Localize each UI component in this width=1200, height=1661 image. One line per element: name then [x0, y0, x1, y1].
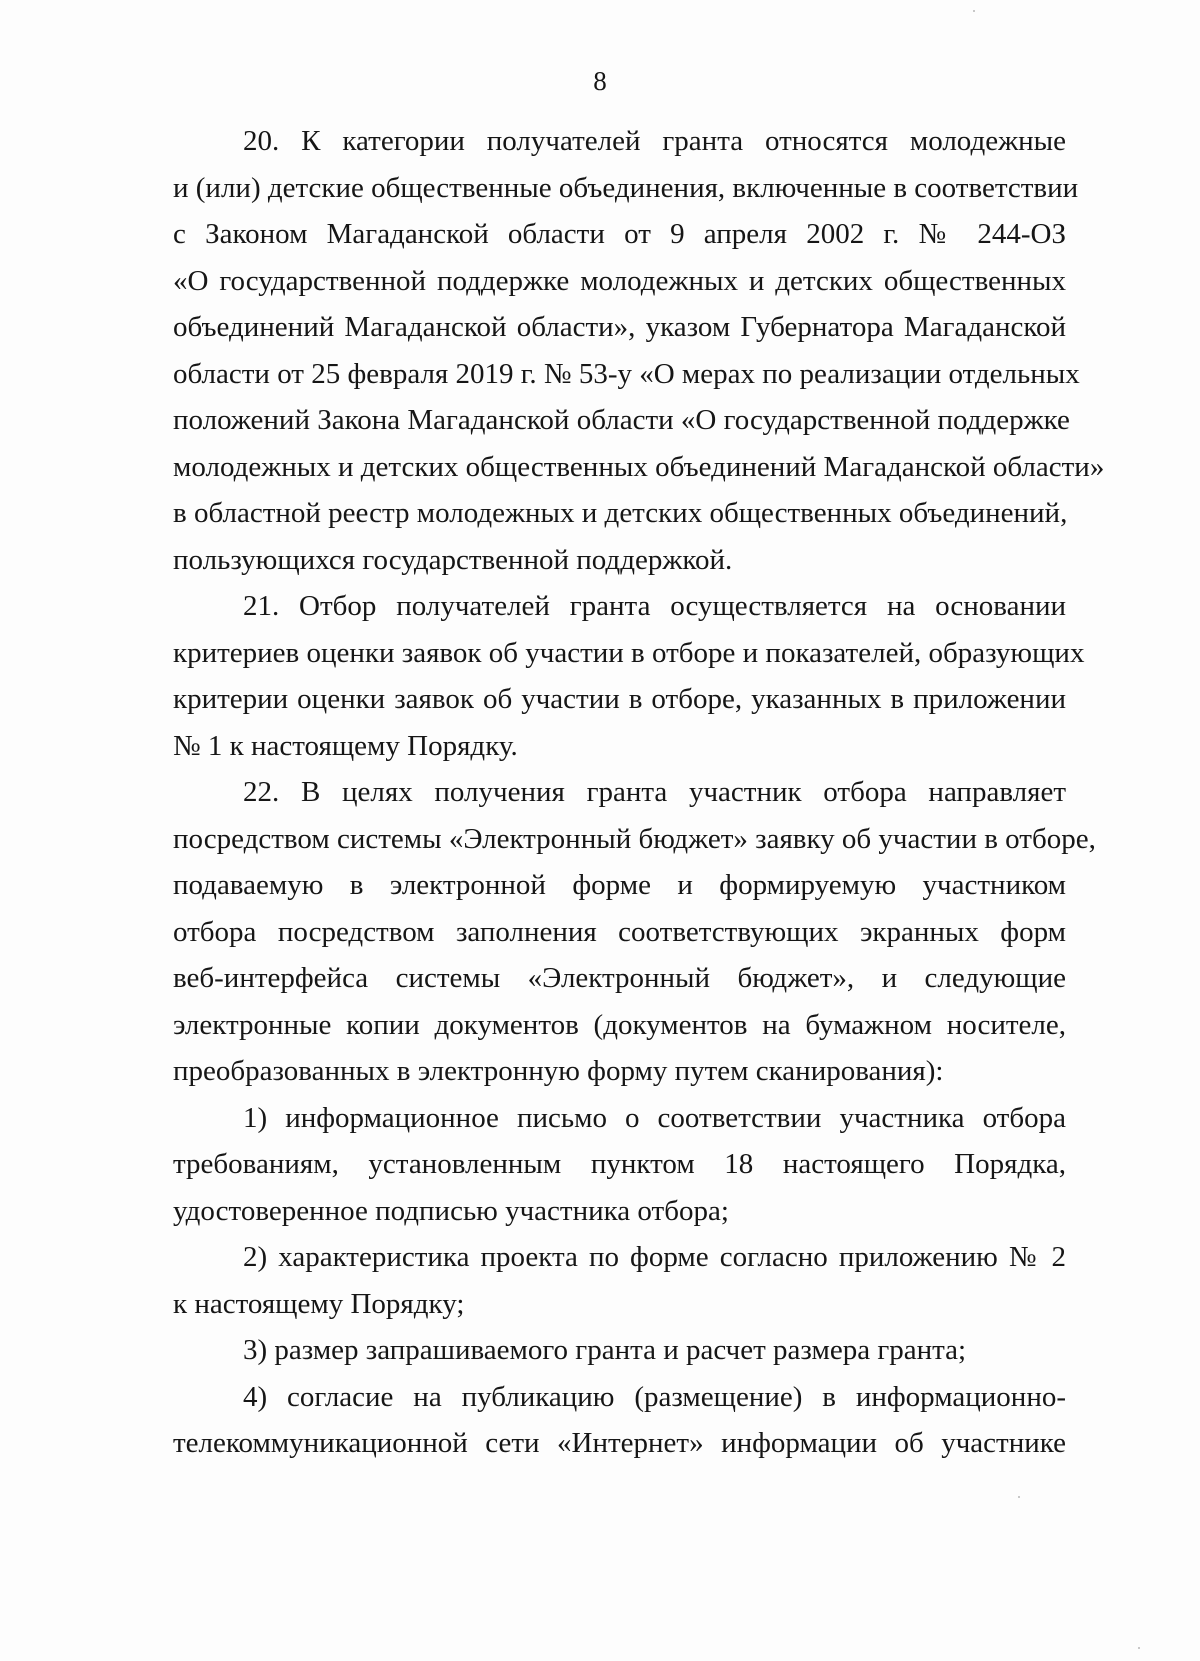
text-line: критерии оценки заявок об участии в отборе, указанных в приложении: [173, 683, 1066, 715]
text-line: отбора посредством заполнения соответствующих экранных форм: [173, 915, 1066, 948]
list-item-1: [173, 1095, 1066, 1235]
text-line: 20. К категории получателей гранта относятся молодежные: [243, 125, 1066, 157]
text-line: посредством системы «Электронный бюджет» заявку об участии в отборе,: [173, 822, 1096, 855]
list-item-2: [173, 1234, 1066, 1327]
paragraph-21: [173, 583, 1085, 769]
text-line: пользующихся государственной поддержкой.: [173, 543, 733, 576]
text-line: области от 25 февраля 2019 г. № 53-у «О мерах по реализации отдельных: [173, 357, 1080, 390]
list-item-3: [173, 1327, 1066, 1374]
page-number: 8: [593, 66, 607, 96]
text-line: критериев оценки заявок об участии в отборе и показателей, образующих: [173, 636, 1085, 669]
text-line: к настоящему Порядку;: [173, 1287, 465, 1320]
text-line: молодежных и детских общественных объединений Магаданской области»: [173, 450, 1105, 483]
text-line: требованиям, установленным пунктом 18 настоящего Порядка,: [173, 1148, 1066, 1180]
text-line: преобразованных в электронную форму путем сканирования):: [173, 1055, 944, 1087]
text-line: в областной реестр молодежных и детских общественных объединений,: [173, 497, 1068, 529]
text-line: 4) согласие на публикацию (размещение) в информационно-: [243, 1380, 1066, 1413]
text-line: удостоверенное подписью участника отбора;: [173, 1194, 729, 1227]
document-body: [173, 118, 1105, 1467]
text-line: с Законом Магаданской области от 9 апреля 2002 г. № 244-ОЗ: [173, 218, 1066, 250]
paragraph-20: [173, 118, 1105, 583]
text-line: № 1 к настоящему Порядку.: [173, 729, 518, 762]
scan-speck: [1018, 1496, 1020, 1498]
text-line: веб-интерфейса системы «Электронный бюджет», и следующие: [173, 962, 1066, 994]
text-line: телекоммуникационной сети «Интернет» информации об участнике: [173, 1427, 1066, 1459]
text-line: 21. Отбор получателей гранта осуществляется на основании: [243, 590, 1066, 622]
paragraph-22: [173, 769, 1096, 1095]
scan-speck: [1138, 1647, 1140, 1649]
text-line: подаваемую в электронной форме и формируемую участником: [173, 869, 1066, 901]
text-line: 3) размер запрашиваемого гранта и расчет размера гранта;: [243, 1334, 967, 1366]
text-line: положений Закона Магаданской области «О государственной поддержке: [173, 404, 1070, 436]
text-line: 1) информационное письмо о соответствии участника отбора: [243, 1101, 1066, 1134]
list-item-4: [173, 1374, 1066, 1467]
scan-speck: [973, 10, 975, 12]
text-line: 22. В целях получения гранта участник отбора направляет: [243, 776, 1066, 808]
text-line: 2) характеристика проекта по форме согласно приложению № 2: [243, 1241, 1066, 1273]
text-line: объединений Магаданской области», указом Губернатора Магаданской: [173, 311, 1066, 343]
text-line: «О государственной поддержке молодежных и детских общественных: [173, 264, 1066, 297]
text-line: и (или) детские общественные объединения, включенные в соответствии: [173, 171, 1079, 204]
text-line: электронные копии документов (документов на бумажном носителе,: [173, 1008, 1066, 1041]
